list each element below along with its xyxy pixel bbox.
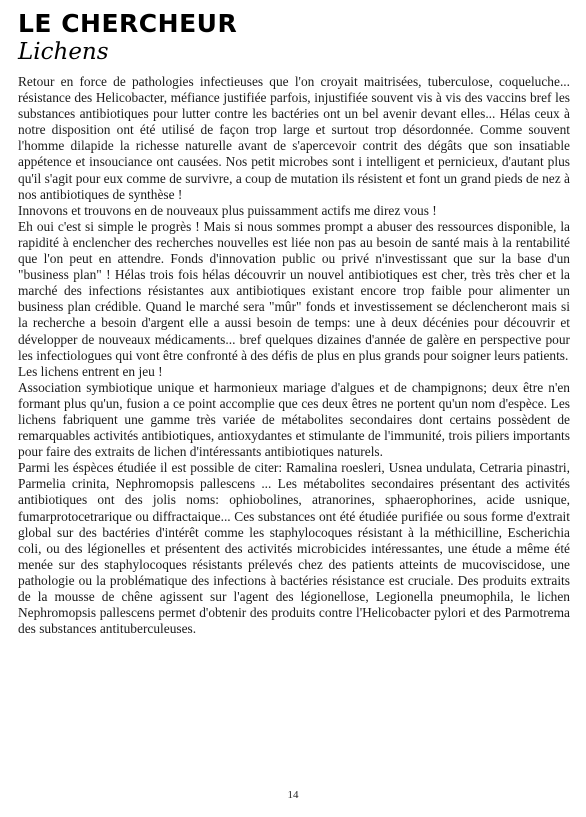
paragraph-intro: Retour en force de pathologies infectieuses que l'on croyait maitrisées, tuberculose, coqueluche... résistance des Helicobacter, méfiance justifiée parfois, injustifiée souvent vis à vis des vaccins bref les substances antibiotiques pour lutter contre les bactéries ont un bel avenir devant elles... Hélas ceux à notre disposition ont été utilisé de façon trop large et surtout trop désordonnée. Comme souvent l'homme dilapide la richesse naturelle avant de s'apercevoir contrit des dégâts que son insatiable appétence et insouciance ont causées. Nos petit microbes sont i intelligent et pernicieux, d'autant plus qu'il s'agit pour eux comme de survivre, a coup de mutation ils résistent et font un grand pieds de nez à nos antibiotiques de synthèse ! <box>18 74 570 202</box>
paragraph-symbiosis: Association symbiotique unique et harmonieux mariage d'algues et de champignons; deux être n'en formant plus qu'un, fusion a ce point accomplie que ces deux êtres ne portent qu'un nom d'espèce. Les lichens fabriquent une gamme très variée de métabolites secondaires dont certains possèdent de remarquables activités antibiotiques, antioxydantes et stimulante de l'immunité, trois piliers importants pour faire des extraits de lichen d'intéressants antibiotiques naturels. <box>18 379 570 460</box>
paragraph-innovation: Innovons et trouvons en de nouveaux plus puissamment actifs me direz vous ! <box>18 202 437 218</box>
article-body <box>18 74 570 637</box>
document-page <box>18 10 570 637</box>
paragraph-progress: Eh oui c'est si simple le progrès ! Mais si nous sommes prompt a abuser des ressources disponible, la rapidité à enclencher des recherches nouvelles est liée non pas au besoin de santé mais à la rentabilité que l'on peut en attendre. Fonds d'innovation public ou privé n'investissant que sur la base d'un "business plan" ! Hélas trois fois hélas découvrir un nouvel antibiotiques est cher, très très cher et la marché des infections résistantes aux antibiotiques existant encore trop faible pour alimenter un business plan crédible. Quand le marché sera "mûr" fonds et investissement se déclencheront mais si la recherche a besoin d'argent elle a aussi besoin de temps: une à deux décénies pour découvrir et développer de nouveaux médicaments... bref quelques dizaines d'année de galère en perspective pour les infectiologues qui vont être confronté à des défis de plus en plus grands pour soigner leurs patients. <box>18 218 570 363</box>
page-number: 14 <box>287 789 299 801</box>
section-title: LE CHERCHEUR <box>18 9 238 38</box>
paragraph-species: Parmi les éspèces étudiée il est possible de citer: Ramalina roesleri, Usnea undulata, Cetraria pinastri, Parmelia crinita, Nephromopsis pallescens ... Les métabolites secondaires présentant des activités antibiotiques ont des jolis noms: ophiobolines, atranorines, sphaerophorines, acide usnique, fumarprotocetrarique ou diffractaique... Ces substances ont été étudiée purifiée ou sous forme d'extrait global sur des bactéries d'intérêt comme les staphylocoques résistant à la méthicilline, Escherichia coli, ou des légionelles et présentent des activités microbicides intéressantes, une étude a même été menée sur des staphylocoques résistants prélevés chez des patients atteints de mucoviscidose, une pathologie ou la problématique des infections à bactéries résistance est cruciale. Des produits extraits de la mousse de chêne agissent sur l'agent des légionellose, Legionella pneumophila, le lichen Nephromopsis pallescens permet d'obtenir des produits contre l'Helicobacter pylori et des Parmotrema des substances antituberculeuses. <box>18 460 570 637</box>
article-subtitle: Lichens <box>18 39 109 65</box>
paragraph-lichens-intro: Les lichens entrent en jeu ! <box>18 363 163 379</box>
